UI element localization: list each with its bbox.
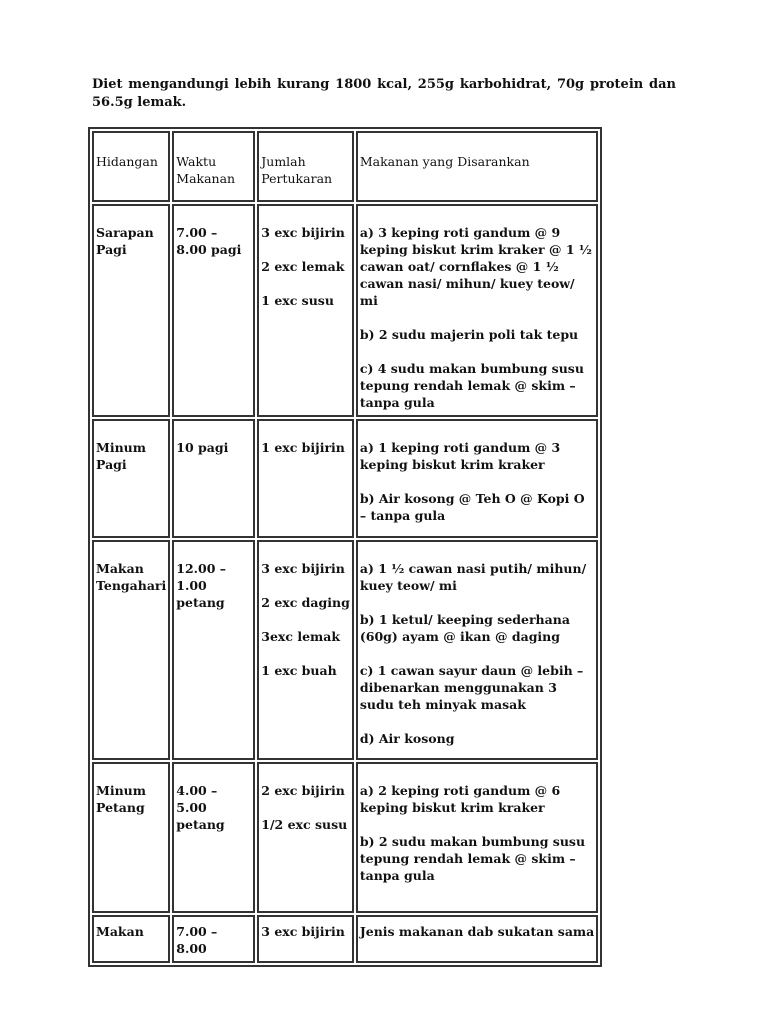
header-jumlah-pertukaran: Jumlah Pertukaran: [257, 131, 354, 202]
food-item: c) 4 sudu makan bumbung susu tepung rendah lemak @ skim – tanpa gula: [359, 361, 584, 410]
exchange-item: 3 exc bijirin: [261, 924, 345, 939]
meal-plan-table: [88, 127, 602, 967]
exchange-item: 3exc lemak: [261, 629, 341, 644]
meal-plan-table-container: [88, 127, 602, 967]
meal-name: Makan: [92, 915, 170, 963]
exchange-item: 1/2 exc susu: [261, 817, 348, 832]
food-item: c) 1 cawan sayur daun @ lebih – dibenarkan menggunakan 3 sudu teh minyak masak: [359, 663, 584, 712]
exchange-item: 2 exc daging: [261, 595, 350, 610]
food-list: [356, 204, 598, 417]
header-hidangan: Hidangan: [92, 131, 170, 202]
meal-name: Makan Tengahari: [92, 540, 170, 760]
exchange-list: [257, 419, 354, 538]
table-row: [92, 915, 598, 963]
table-row: [92, 204, 598, 417]
food-item: b) Air kosong @ Teh O @ Kopi O – tanpa gula: [359, 491, 585, 523]
header-waktu-makanan: Waktu Makanan: [172, 131, 255, 202]
food-item: d) Air kosong: [359, 731, 455, 746]
food-item: a) 1 ½ cawan nasi putih/ mihun/ kuey teow/ mi: [359, 561, 587, 593]
exchange-item: 1 exc buah: [261, 663, 337, 678]
exchange-list: [257, 540, 354, 760]
meal-time: 12.00 – 1.00 petang: [172, 540, 255, 760]
exchange-item: 3 exc bijirin: [261, 561, 345, 576]
exchange-item: 1 exc bijirin: [261, 440, 345, 455]
meal-time: 7.00 – 8.00 pagi: [172, 204, 255, 417]
table-row: [92, 762, 598, 913]
food-item: Jenis makanan dab sukatan sama: [359, 924, 595, 939]
food-list: [356, 762, 598, 913]
header-makanan-disarankan: Makanan yang Disarankan: [356, 131, 598, 202]
food-item: a) 1 keping roti gandum @ 3 keping biskut krim kraker: [359, 440, 561, 472]
table-row: [92, 540, 598, 760]
meal-name: Minum Petang: [92, 762, 170, 913]
meal-time: 7.00 – 8.00: [172, 915, 255, 963]
exchange-item: 3 exc bijirin: [261, 225, 345, 240]
exchange-item: 1 exc susu: [261, 293, 334, 308]
meal-name: Sarapan Pagi: [92, 204, 170, 417]
food-item: b) 2 sudu majerin poli tak tepu: [359, 327, 579, 342]
exchange-list: [257, 204, 354, 417]
food-item: a) 3 keping roti gandum @ 9 keping biskut krim kraker @ 1 ½ cawan oat/ cornflakes @ 1 ½ cawan nasi/ mihun/ kuey teow/ mi: [359, 225, 592, 308]
exchange-item: 2 exc bijirin: [261, 783, 345, 798]
exchange-list: [257, 915, 354, 963]
food-item: b) 2 sudu makan bumbung susu tepung rendah lemak @ skim – tanpa gula: [359, 834, 586, 883]
food-list: [356, 419, 598, 538]
food-list: [356, 915, 598, 963]
exchange-item: 2 exc lemak: [261, 259, 345, 274]
exchange-list: [257, 762, 354, 913]
meal-name: Minum Pagi: [92, 419, 170, 538]
food-item: b) 1 ketul/ keeping sederhana (60g) ayam @ ikan @ daging: [359, 612, 570, 644]
meal-time: 10 pagi: [172, 419, 255, 538]
table-header-row: [92, 131, 598, 202]
table-row: [92, 419, 598, 538]
meal-time: 4.00 – 5.00 petang: [172, 762, 255, 913]
food-list: [356, 540, 598, 760]
diet-summary: Diet mengandungi lebih kurang 1800 kcal, 255g karbohidrat, 70g protein dan 56.5g lemak.: [92, 77, 676, 110]
food-item: a) 2 keping roti gandum @ 6 keping biskut krim kraker: [359, 783, 561, 815]
